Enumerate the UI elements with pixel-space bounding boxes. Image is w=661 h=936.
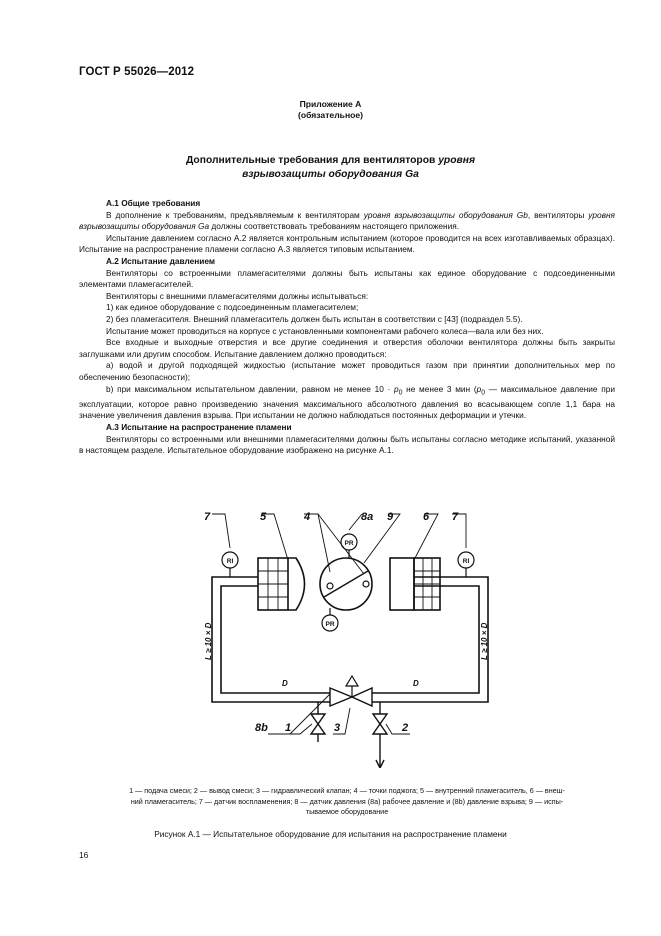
legend-line: тываемое оборудование (305, 807, 389, 817)
paragraph: Все входные и выходные отверстия и все другие соединения и отверстия оболочки вентилятора должны быть закрыты заглушками или другим способом. Испытание давлением должно проводиться: (79, 337, 615, 359)
heading-normal-text: Дополнительные требования для вентиляторов (185, 155, 439, 166)
diameter-label-left: D (282, 679, 288, 688)
label-8a: 8a (361, 511, 374, 523)
test-rig-diagram (200, 506, 500, 768)
section-heading-a1: А.1 Общие требования (106, 198, 201, 208)
legend-line: 1 — подача смеси; 2 — вывод смеси; 3 — гидравлический клапан; 4 — точки поджога; 5 — внутренний пламегаситель, 6 — внеш- (129, 786, 565, 795)
annex-heading-line1 (0, 155, 661, 166)
pipe-left (212, 577, 330, 702)
section-heading-a2: А.2 Испытание давлением (106, 255, 216, 266)
annex-title: Приложение А (299, 99, 362, 109)
supply-valve (311, 714, 325, 734)
label-2: 2 (402, 722, 409, 734)
label-9: 9 (387, 511, 394, 523)
pipe-right-inner (372, 586, 479, 693)
hydraulic-valve (330, 688, 372, 706)
list-item: b) при максимальном испытательном давлении, равном не менее $10 \cdot p_0$ не менее 3 мин ($p_0$ — максимальное давление при эксплуатации, которое равно произведению значения максимального абсолютного давления во всасывающем сопле 1,1 бара на значение увеличения давления взрыва. При испытании не должно наблюдаться постоянных деформации и утечки. (79, 383, 615, 421)
paragraph: Вентиляторы со встроенными или внешними пламегасителями должны быть испытаны согласно методике испытаний, указанной в настоящем разделе. Испытательное оборудование изображено на рисунке А.1. (79, 433, 615, 456)
annex-status: (обязательное) (297, 110, 364, 120)
paragraph: Вентиляторы со встроенными пламегасителями должны быть испытаны как единое оборудование с подсоединенными элементами пламегасителей. (79, 267, 615, 290)
label-4: 4 (304, 511, 311, 523)
ignition-point (327, 583, 333, 589)
label-6: 6 (423, 511, 430, 523)
length-label-right: L ≥ 10 × D (480, 622, 489, 660)
label-1: 1 (285, 722, 292, 734)
annex-body (79, 198, 615, 457)
standard-header: ГОСТ Р 55026—2012 (79, 66, 195, 78)
paragraph: Испытание может проводиться на корпусе с установленными компонентами рабочего колеса—вала или без них. (106, 325, 544, 336)
pipe-left-inner (221, 586, 330, 693)
paragraph: Испытание давлением согласно А.2 является контрольным испытанием (которое проводится на всех изготавливаемых образцах). Испытание на распространение пламени согласно А.3 является типовым испытанием. (79, 232, 615, 255)
legend-line: ний пламегаситель; 7 — датчик воспламенения; 8 — датчик давления (8а) рабочее давление и (8b) давление взрыва; 9 — испы- (130, 796, 564, 806)
list-item: 2) без пламегасителя. Внешний пламегаситель должен быть испытан в соответствии с [43] (подраздел 5.5). (106, 313, 523, 324)
ignition-point (363, 581, 369, 587)
external-flame-arrester (390, 558, 414, 610)
paragraph: В дополнение к требованиям, предъявляемым к вентиляторам уровня взрывозащиты оборудования Gb, вентиляторы уровня взрывозащиты оборудования Ga должны соответствовать требованиям настоящего приложения. (79, 209, 615, 232)
figure-legend (79, 786, 615, 818)
paragraph: Вентиляторы с внешними пламегасителями должны испытываться: (106, 290, 369, 301)
label-5: 5 (260, 511, 267, 523)
label-7-right: 7 (452, 511, 459, 523)
section-heading-a3: А.3 Испытание на распространение пламени (106, 421, 292, 432)
list-item: 1) как единое оборудование с подсоединенным пламегасителем; (106, 302, 359, 313)
label-7-left: 7 (204, 511, 211, 523)
figure-caption: Рисунок А.1 — Испытательное оборудование для испытания на распространение пламени (154, 829, 507, 839)
annex-heading-line2: взрывозащиты оборудования Ga (242, 169, 419, 180)
diameter-label-right: D (413, 679, 419, 688)
ri-label-left: RI (226, 558, 234, 565)
pr-label-top: PR (344, 540, 354, 547)
heading-italic-text: уровня (438, 155, 476, 166)
list-item: а) водой и другой подходящей жидкостью (испытание может проводиться газом при принятии дополнительных мер по обеспечению безопасности); (79, 360, 615, 382)
outlet-valve (373, 714, 387, 734)
arrester-housing (288, 558, 305, 610)
pr-label-bottom: PR (325, 621, 335, 628)
ri-label-right: RI (462, 558, 470, 565)
label-3: 3 (334, 722, 341, 734)
label-8b: 8b (255, 722, 268, 734)
length-label-left: L ≥ 10 × D (204, 622, 213, 660)
page-number: 16 (79, 850, 89, 860)
